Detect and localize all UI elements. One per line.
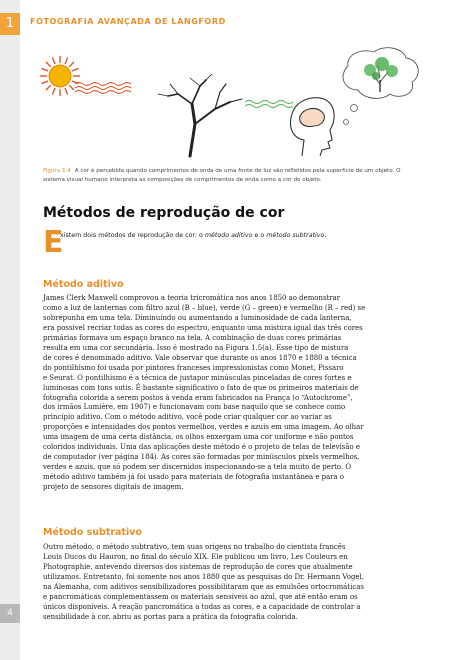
intro-em-additive: método aditivo xyxy=(204,232,253,239)
figure-label: Figura 1.4 xyxy=(43,168,71,174)
subtractive-line: na Alemanha, com aditivos sensibilizadores possibilitaram que as emulsões ortocromáticas xyxy=(43,582,364,591)
additive-line: e Seurat. O pontilhismo é a técnica de justapor minúsculas pinceladas de cores fortes e xyxy=(43,373,352,382)
color-perception-illustration xyxy=(30,44,430,162)
subtractive-line: sensibilidade à cor, abriu as portas para a prática da fotografia colorida. xyxy=(43,612,298,621)
additive-line: fotografia colorida a serem postos à venda eram fabricados na França (o “Autochrome”, xyxy=(43,393,353,402)
additive-line: método aditivo também já foi usado para materiais de fotografia instantânea e para o xyxy=(43,473,345,482)
additive-line: princípio aditivo. Com o método aditivo, você pode criar qualquer cor ao variar as xyxy=(43,413,332,422)
section-title: Métodos de reprodução de cor xyxy=(43,205,285,221)
additive-line: uma imagem de uma certa distância, os olhos enxergam uma cor uniforme e não pontos xyxy=(43,433,354,442)
additive-line: verdes e azuis, que só podem ser discernidos inspecionando-se a tela muito de perto. O xyxy=(43,463,352,472)
thought-bubble-tree-icon xyxy=(343,48,418,99)
additive-paragraph xyxy=(43,294,433,493)
thought-bubble-dots-icon xyxy=(344,105,358,125)
additive-line: James Clerk Maxwell comprovou a teoria tricromática nos anos 1850 ao demonstrar xyxy=(43,294,341,302)
page-margin-bar xyxy=(0,0,20,660)
light-wave-icon xyxy=(75,83,131,94)
intro-paragraph xyxy=(60,232,440,239)
running-head: FOTOGRAFIA AVANÇADA DE LANGFORD xyxy=(30,17,226,26)
additive-line: sobrepunha em uma tela. Diminuindo ou aumentando a luminosidade de cada lanterna, xyxy=(43,313,352,322)
additive-line: projeto de sensores digitais de imagem. xyxy=(43,483,184,492)
caption-line-2: sistema visual humano interpreta as composições de comprimentos de onda como a cor do objeto. xyxy=(43,177,322,183)
intro-mid: e o xyxy=(252,232,267,239)
subtractive-line: únicos disponíveis. A reação pancromática a todas as cores, e a capacidade de controlar a xyxy=(43,602,361,611)
additive-line: de cores é denominado aditivo. Vale observar que durante os anos 1870 e 1880 a técnica xyxy=(43,353,357,362)
additive-line: luminosas com tons sutis. É bastante significativo o fato de que os primeiros materiais de xyxy=(43,383,359,392)
additive-line: dos irmãos Lumière, em 1907) e funcionavam com base naquilo que se conhece como xyxy=(43,403,346,412)
subtractive-line: e pancromáticas complementassem os materiais sensíveis ao azul, que até então eram os xyxy=(43,592,358,601)
subtractive-heading: Método subtrativo xyxy=(43,527,142,538)
subtractive-line: Photographie, antevendo diversos dos sistemas de reprodução de cores que atualmente xyxy=(43,562,353,571)
intro-em-subtractive: método subtrativo xyxy=(266,232,325,239)
figure-caption xyxy=(43,167,423,185)
subtractive-paragraph xyxy=(43,543,433,623)
intro-suffix: . xyxy=(324,232,327,239)
subtractive-line: Louis Ducos du Hauron, no final do século XIX. Ele publicou um livro, Les Couleurs en xyxy=(43,552,348,561)
additive-line: do pontilhismo foi usada por pintores franceses impressionistas como Monet, Pissaro xyxy=(43,363,344,372)
head-brain-icon xyxy=(291,98,335,156)
additive-line: de computador (ver página 184). As cores são formadas por minúsculos pixels vermelhos, xyxy=(43,453,360,462)
caption-line-1: A cor é percebida quando comprimentos de onda de uma fonte de luz são refletidos pela superfície de um objeto. O xyxy=(74,168,401,174)
additive-line: era possível recriar todas as cores do espectro, enquanto uma mistura igual das três cores xyxy=(43,323,363,332)
subtractive-line: Outro método, o método subtrativo, tem suas origens no trabalho do cientista francês xyxy=(43,543,346,551)
additive-line: coloridos individuais. Uma das aplicações deste método é o projeto de telas de televisão e xyxy=(43,443,360,452)
drop-cap: E xyxy=(43,225,64,260)
subtractive-line: utilizamos. Entretanto, foi somente nos anos 1880 que as pesquisas do Dr. Hermann Vogel, xyxy=(43,572,364,581)
reflected-wave-icon xyxy=(245,101,293,108)
additive-line: proporções e intensidades dos pontos vermelhos, verdes e azuis em uma imagem. Ao olhar xyxy=(43,423,364,432)
additive-line: como a luz de lanternas com filtro azul (B – blue), verde (G – green) e vermelho (R – red) se xyxy=(43,303,366,312)
additive-heading: Método aditivo xyxy=(43,279,124,290)
additive-line: resulta em uma cor secundária. Isso é mostrado na Figura 1.5(a). Esse tipo de mistura xyxy=(43,343,349,352)
additive-line: primárias formava um espaço branco na tela. A combinação de duas cores primárias xyxy=(43,333,342,342)
bare-tree-icon xyxy=(158,74,242,156)
sun-icon xyxy=(40,56,80,96)
intro-prefix: xistem dois métodos de reprodução de cor: o xyxy=(60,232,205,239)
page-number: 4 xyxy=(0,604,20,623)
chapter-number-badge: 1 xyxy=(0,13,20,35)
